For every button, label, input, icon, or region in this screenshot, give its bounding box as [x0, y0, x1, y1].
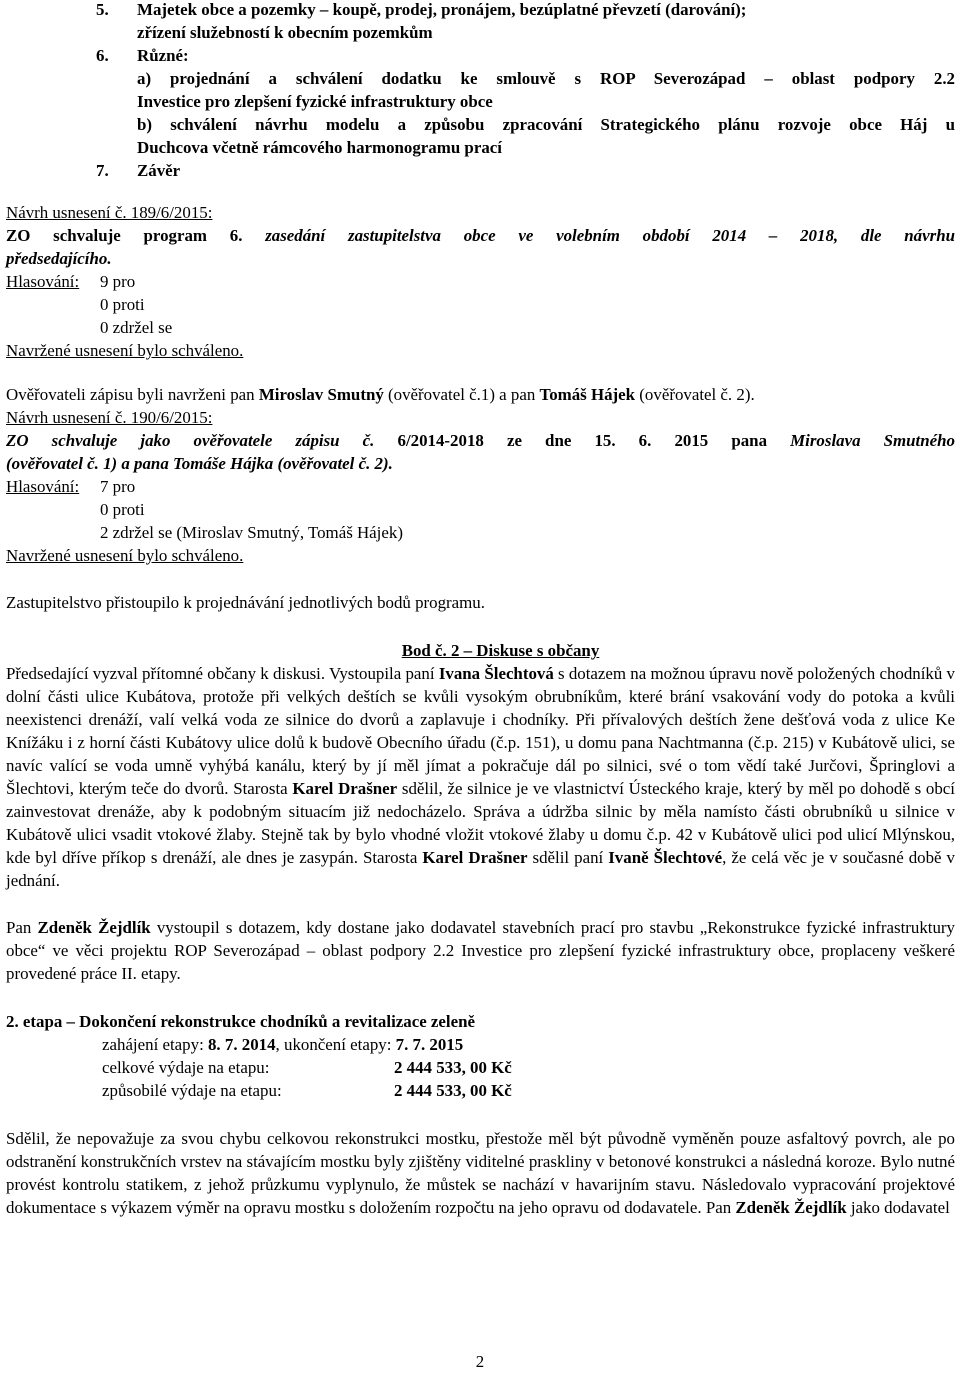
person-name: Zdeněk Žejdlík	[37, 918, 151, 937]
person-name: Tomáš Hájek	[539, 385, 636, 404]
verifiers-paragraph	[6, 383, 955, 406]
vote-for: 9 pro	[100, 272, 136, 291]
vote-against: 0 proti	[100, 295, 145, 314]
resolution-text: (ověřovatel č. 1) a pana Tomáše Hájka (ověřovatel č. 2).	[6, 454, 393, 473]
discussion-paragraph	[6, 916, 955, 985]
vote-against: 0 proti	[100, 500, 145, 519]
vote-abstain: 0 zdržel se	[100, 318, 173, 337]
resolution-title: Návrh usnesení č. 190/6/2015:	[6, 408, 213, 427]
vote-block	[6, 270, 955, 339]
text-run: vystoupil s dotazem, kdy dostane jako dodavatel stavebních prací pro stavbu „Rekonstrukce fyzické infrastruktury obce“ ve věci projektu ROP Severozápad – oblast podpory 2.2 Investice pro zlepšení fyzické infrastruktury obce, proplaceny veškeré provedené práce II. etapy.	[6, 918, 955, 983]
person-name: Karel Drašner	[292, 779, 398, 798]
resolution-text	[6, 429, 955, 452]
agenda-item-7	[6, 159, 955, 182]
agenda-text-line: a) projednání a schválení dodatku ke smlouvě s ROP Severozápad – oblast podpory 2.2	[137, 69, 955, 88]
stage-eligible	[102, 1079, 955, 1102]
agenda-text-line: zřízení služebností k obecním pozemkům	[137, 23, 433, 42]
closing-paragraph	[6, 1127, 955, 1219]
agenda-item-5	[6, 0, 955, 44]
vote-label: Hlasování:	[6, 477, 80, 496]
stage-total	[102, 1056, 955, 1079]
agenda-text-line: Závěr	[137, 161, 181, 180]
agenda-number: 7.	[96, 161, 109, 180]
agenda-number: 5.	[96, 0, 109, 19]
amount-label: celkové výdaje na etapu:	[102, 1058, 270, 1077]
text-run: jako dodavatel	[846, 1198, 950, 1217]
amount-value: 2 444 533, 00 Kč	[394, 1058, 512, 1077]
transition-text: Zastupitelstvo přistoupilo k projednávání jednotlivých bodů programu.	[6, 593, 485, 612]
text-run: Sdělil, že nepovažuje za svou chybu celkovou rekonstrukci mostku, přestože měl být původně vyměněn pouze asfaltový povrch, ale po odstranění konstrukčních vrstev na stávajícím mostku byly zjištěny viditelné praskliny v betonové konstrukci a následná koroze. Bylo nutné provést kontrolu statikem, z jehož průzkumu vyplynulo, že můstek se nachází v havarijním stavu. Následovalo vypracování projektové dokumentace s výkazem výměr na opravu mostku s doložením rozpočtu na jeho opravu od dodavatele. Pan	[6, 1129, 955, 1217]
stage-info	[6, 1033, 955, 1102]
resolution-result: Navržené usnesení bylo schváleno.	[6, 341, 244, 360]
resolution-text-part: ZO schvaluje jako ověřovatele zápisu č.	[6, 431, 398, 450]
amount-label: způsobilé výdaje na etapu:	[102, 1081, 282, 1100]
resolution-result: Navržené usnesení bylo schváleno.	[6, 546, 244, 565]
person-name: Ivaně Šlechtové	[608, 848, 723, 867]
person-name: Karel Drašner	[422, 848, 528, 867]
text-run: (ověřovatel č.1) a pan	[383, 385, 540, 404]
agenda-text-line: b) schválení návrhu modelu a způsobu zpracování Strategického plánu rozvoje obce Háj u	[137, 115, 955, 134]
stage-title: 2. etapa – Dokončení rekonstrukce chodníků a revitalizace zeleně	[6, 1012, 475, 1031]
agenda-number: 6.	[96, 46, 109, 65]
person-name: Zdeněk Žejdlík	[735, 1198, 847, 1217]
resolution-text-part: zasedání zastupitelstva obce ve volebním období 2014 – 2018, dle návrhu	[265, 226, 955, 245]
date-value: 7. 7. 2015	[395, 1035, 464, 1054]
text-run: sdělil, že silnice je ve vlastnictví Ústeckého kraje, který by měl po dohodě s obcí zainvestovat drenáže, aby k podobným situacím již nedocházelo. Správa a údržba silnic by měla namísto části obrubníků u silnice v Kubátově ulici vsadit vtokové žlaby. Stejně tak by bylo vhodné vložit vtokové žlaby u domu č.p. 42 v Kubátově ulici pod ulicí Mlýnskou, kde byl dříve příkop s drenáží, ale dnes je zasypán. Starosta	[6, 779, 955, 867]
resolution-text: předsedajícího.	[6, 249, 112, 268]
agenda-text-line: Investice pro zlepšení fyzické infrastruktury obce	[137, 92, 493, 111]
text-run: zahájení etapy:	[102, 1035, 208, 1054]
page-number: 2	[475, 1352, 485, 1371]
vote-block	[6, 475, 955, 544]
agenda-text-line: Duchcova včetně rámcového harmonogramu prací	[137, 138, 502, 157]
text-run: Pan	[6, 918, 38, 937]
text-run: , že celá věc je v současné době v jednání.	[6, 848, 956, 890]
stage-dates	[102, 1033, 955, 1056]
discussion-paragraph	[6, 662, 955, 892]
person-name: Ivana Šlechtová	[438, 664, 554, 683]
resolution-text-part: ZO schvaluje program 6.	[6, 226, 266, 245]
section-heading: Bod č. 2 – Diskuse s občany	[401, 641, 600, 660]
text-run: Předsedající vyzval přítomné občany k diskusi. Vystoupila paní	[6, 664, 439, 683]
text-run: s dotazem na možnou úpravu nově položených chodníků v dolní části ulice Kubátova, protože při velkých deštích se kvůli vysokým obrubníkům, které brání vsakování vody do potoka a kvůli neexistenci drenáží, valí velká voda ze silnice do dvorů a zaplavuje i chodníky. Při přívalových deštích žene dešťová voda z ulice Ke Knížáku i z horní části Kubátovy ulice dolů k budově Obecního úřadu (č.p. 151), u domu pana Nachtmanna (č.p. 215) v Kubátově ulici, se navíc valící se voda umně vyhýbá kanálu, který by jí měl jímat a pokračuje dál po silnici, své o tom vědí také Jurčovi, Špringlovi a Šlechtovi, kterým teče do dvorů. Starosta	[6, 664, 955, 798]
resolution-text	[6, 224, 955, 247]
resolution-text-part: Miroslava Smutného	[790, 431, 955, 450]
vote-for: 7 pro	[100, 477, 136, 496]
agenda-text-line: Majetek obce a pozemky – koupě, prodej, pronájem, bezúplatné převzetí (darování);	[137, 0, 747, 19]
vote-abstain: 2 zdržel se (Miroslav Smutný, Tomáš Hájek)	[100, 523, 403, 542]
resolution-text-part: 6/2014-2018 ze dne 15. 6. 2015 pana	[397, 431, 791, 450]
text-run: (ověřovatel č. 2).	[635, 385, 755, 404]
person-name: Miroslav Smutný	[258, 385, 384, 404]
amount-value: 2 444 533, 00 Kč	[394, 1081, 512, 1100]
text-run: , ukončení etapy:	[275, 1035, 396, 1054]
text-run: Ověřovateli zápisu byli navrženi pan	[6, 385, 259, 404]
resolution-title: Návrh usnesení č. 189/6/2015:	[6, 203, 213, 222]
agenda-item-6	[6, 44, 955, 159]
date-value: 8. 7. 2014	[207, 1035, 276, 1054]
vote-label: Hlasování:	[6, 272, 80, 291]
text-run: sdělil paní	[527, 848, 609, 867]
agenda-text-line: Různé:	[137, 46, 189, 65]
